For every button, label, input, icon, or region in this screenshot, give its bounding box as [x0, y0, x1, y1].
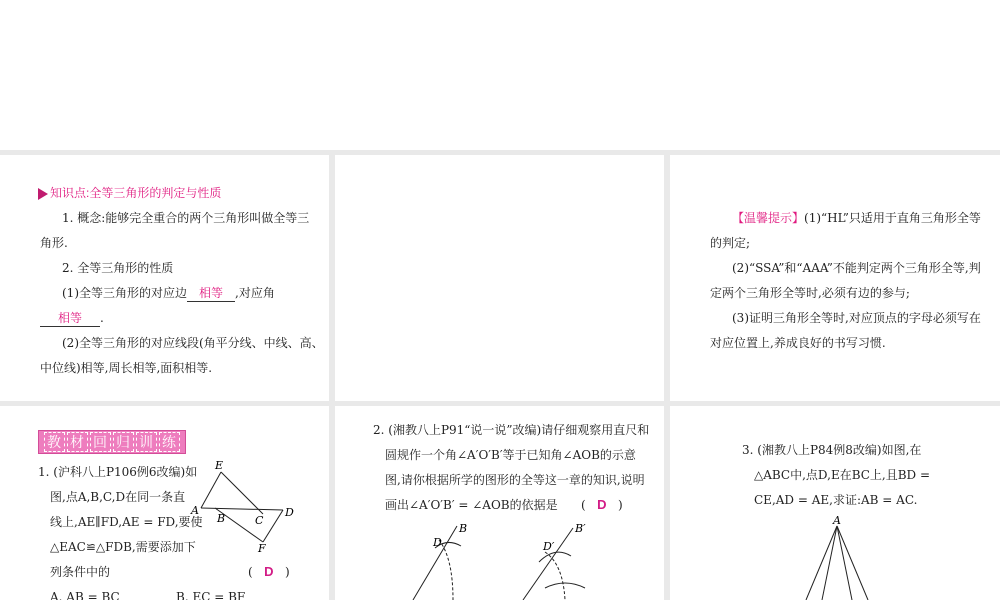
tips-line-5: (3)证明三角形全等时,对应顶点的字母必须写在 [732, 311, 981, 325]
question-2-panel [335, 406, 664, 600]
blank-answer-1: 相等 [187, 285, 235, 302]
q1-line-1: 1. (沪科八上P106例6改编)如 [38, 465, 198, 479]
q2-answer: D [597, 497, 607, 512]
q3-figure [800, 514, 890, 600]
concept-line: 1. 概念:能够完全重合的两个三角形叫做全等三 [62, 211, 310, 225]
label-D-prime: D′ [543, 540, 555, 553]
q1-line-5: 列条件中的 [50, 565, 111, 579]
tips-line-4: 定两个三角形全等时,必须有边的参与; [710, 286, 910, 300]
label-F: F [258, 542, 266, 553]
label-D: D [433, 536, 442, 549]
label-A: A [191, 504, 199, 517]
review-panel [0, 406, 329, 600]
ray-OB-prime [523, 528, 573, 600]
concept-line-cont: 角形. [40, 236, 68, 250]
blank-answer-2: 相等 [40, 310, 100, 327]
tips-line-3: (2)“SSA”和“AAA”不能判定两个三角形全等,判 [732, 261, 981, 275]
arc-dashed-2 [545, 552, 565, 600]
segment-AE [837, 526, 852, 600]
tips-line-1: 【温馨提示】(1)“HL”只适用于直角三角形全等 [732, 211, 981, 225]
tips-panel [670, 155, 1000, 401]
label-C: C [255, 514, 264, 527]
top-blank-area [0, 0, 1000, 150]
q1-line-3: 线上,AE∥FD,AE = FD,要使 [50, 515, 203, 529]
label-A: A [833, 514, 841, 527]
segment-AD [201, 508, 283, 510]
property-line-1: (1)全等三角形的对应边 相等 ,对应角 [62, 286, 275, 300]
knowledge-panel [0, 155, 329, 401]
label-B: B [459, 522, 468, 535]
q2-answer-bracket: ( D ) [581, 497, 623, 512]
q2-figure [395, 518, 615, 600]
q2-line-3: 图,请你根据所学的图形的全等这一章的知识,说明 [385, 473, 645, 487]
play-triangle-icon [38, 188, 48, 200]
property-heading: 2. 全等三角形的性质 [62, 261, 174, 275]
q1-line-4: △EAC≌△FDB,需要添加下 [50, 540, 196, 554]
property-line-2-cont: 中位线)相等,周长相等,面积相等. [40, 361, 213, 375]
label-B-prime: B′ [575, 522, 586, 535]
property-line-1-cont: 相等 . [40, 310, 104, 327]
q2-line-1: 2. (湘教八上P91“说一说”改编)请仔细观察用直尺和 [373, 423, 650, 437]
label-B: B [217, 512, 226, 525]
q3-line-2: △ABC中,点D,E在BC上,且BD = [754, 468, 931, 482]
q1-answer-bracket: ( D ) [248, 564, 290, 579]
property-line-2: (2)全等三角形的对应线段(角平分线、中线、高、 [62, 336, 324, 350]
segment-AB [806, 526, 837, 600]
knowledge-title: 知识点:全等三角形的判定与性质 [38, 185, 221, 201]
arc-big-2 [545, 583, 585, 588]
tips-line-6: 对应位置上,养成良好的书写习惯. [710, 336, 886, 350]
section-tag: 教 材 回 归 训 练 [38, 430, 186, 454]
label-D: D [285, 506, 294, 519]
tips-line-2: 的判定; [710, 236, 751, 250]
segment-AE [201, 472, 221, 508]
tips-label: 【温馨提示】 [732, 211, 805, 225]
arc-dashed-1 [439, 540, 453, 600]
q2-line-4: 画出∠A′O′B′ = ∠AOB的依据是 [385, 498, 558, 512]
q1-option-a: A. AB = BC [50, 590, 120, 600]
q3-line-1: 3. (湘教八上P84例8改编)如图,在 [742, 443, 922, 457]
q1-line-2: 图,点A,B,C,D在同一条直 [50, 490, 186, 504]
q3-line-3: CE,AD = AE,求证:AB = AC. [754, 493, 918, 507]
q2-line-2: 圆规作一个角∠A′O′B′等于已知角∠AOB的示意 [385, 448, 636, 462]
q1-figure [185, 458, 295, 553]
question-3-panel [670, 406, 1000, 600]
segment-AD [822, 526, 837, 600]
segment-DF [263, 510, 283, 542]
q1-option-b: B. EC = BF [176, 590, 246, 600]
empty-panel [335, 155, 664, 401]
segment-EC [221, 472, 263, 514]
q1-answer: D [264, 564, 274, 579]
segment-AC [837, 526, 868, 600]
label-E: E [215, 459, 224, 472]
